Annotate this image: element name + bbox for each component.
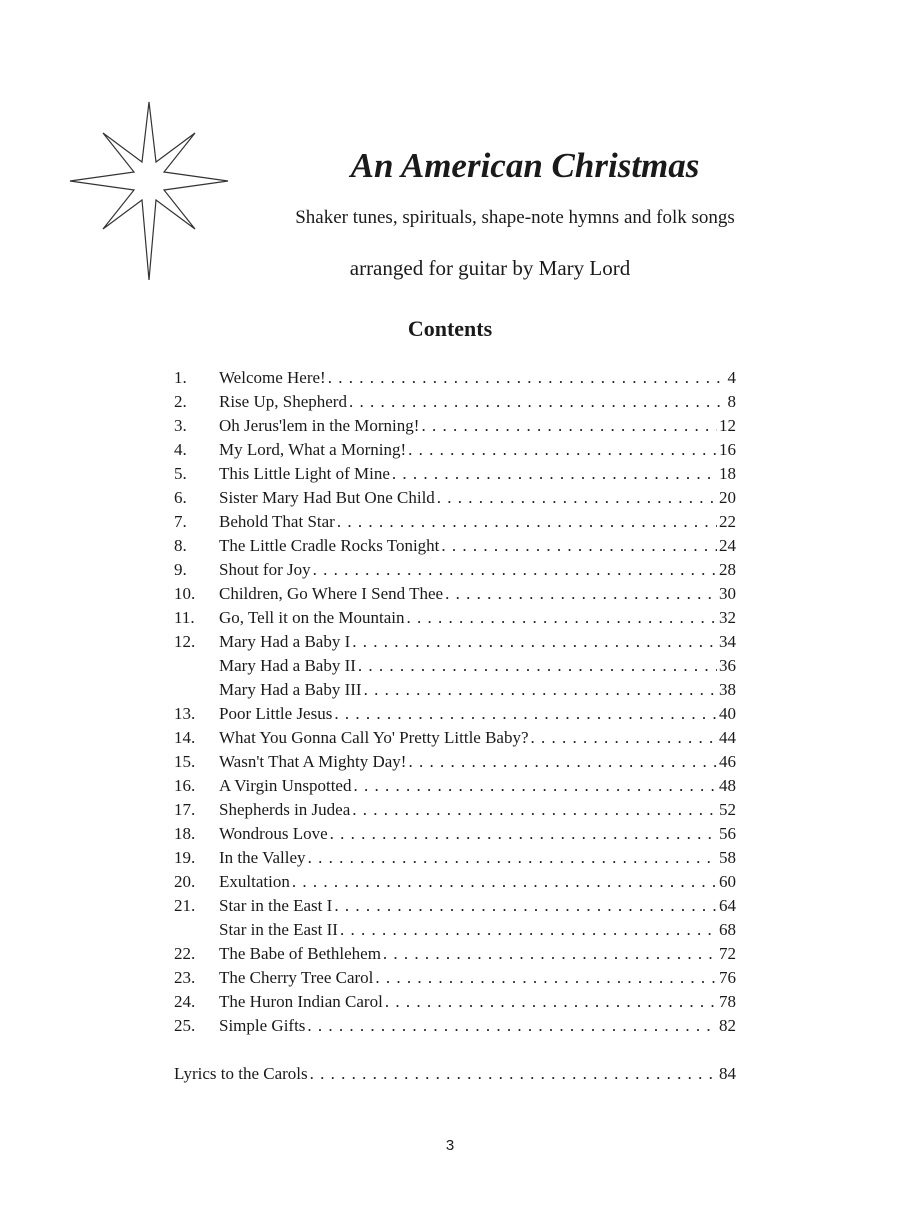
toc-entry-lyrics[interactable] — [174, 1062, 736, 1086]
toc-entry-page: 34 — [719, 632, 736, 651]
leader-dots — [310, 1062, 717, 1086]
toc-entry-number: 10. — [174, 584, 196, 603]
toc-entry-title: What You Gonna Call Yo' Pretty Little Baby? — [219, 728, 529, 747]
toc-entry-title: The Babe of Bethlehem — [219, 944, 381, 963]
toc-entry-page: 60 — [719, 872, 736, 891]
leader-dots — [406, 606, 717, 630]
leader-dots — [352, 630, 717, 654]
toc-entry-page: 20 — [719, 488, 736, 507]
toc-entry-page: 68 — [719, 920, 736, 939]
toc-entry[interactable] — [174, 798, 736, 822]
toc-entry-title: Sister Mary Had But One Child — [219, 488, 435, 507]
toc-entry[interactable] — [174, 582, 736, 606]
toc-entry-number: 15. — [174, 752, 196, 771]
toc-entry-number: 3. — [174, 416, 187, 435]
leader-dots — [353, 774, 717, 798]
toc-entry-page: 76 — [719, 968, 736, 987]
toc-entry[interactable] — [174, 630, 736, 654]
toc-entry-title: Behold That Star — [219, 512, 335, 531]
toc-entry-title: Children, Go Where I Send Thee — [219, 584, 444, 603]
leader-dots — [292, 870, 717, 894]
leader-dots — [531, 726, 717, 750]
toc-entry[interactable] — [174, 990, 736, 1014]
toc-entry-title: Poor Little Jesus — [219, 704, 333, 723]
toc-entry-title: Star in the East II — [219, 920, 338, 939]
leader-dots — [408, 750, 717, 774]
toc-entry-number: 4. — [174, 440, 187, 459]
toc-entry-page: 38 — [719, 680, 736, 699]
toc-entry-title: Go, Tell it on the Mountain — [219, 608, 405, 627]
toc-entry-title: Rise Up, Shepherd — [219, 392, 347, 411]
contents-heading: Contents — [407, 316, 493, 341]
toc-entry-number: 6. — [174, 488, 187, 507]
toc-entry-page: 22 — [719, 512, 736, 531]
toc-entry-title: Oh Jerus'lem in the Morning! — [219, 416, 420, 435]
toc-entry[interactable] — [174, 918, 736, 942]
toc-entry[interactable] — [174, 846, 736, 870]
toc-entry-number: 14. — [174, 728, 196, 747]
toc-entry-number: 2. — [174, 392, 187, 411]
leader-dots — [408, 438, 717, 462]
toc-entry[interactable] — [174, 390, 736, 414]
toc-entry-title: This Little Light of Mine — [219, 464, 390, 483]
toc-entry-number: 17. — [174, 800, 196, 819]
toc-entry[interactable] — [174, 606, 736, 630]
leader-dots — [334, 894, 717, 918]
toc-entry[interactable] — [174, 870, 736, 894]
toc-entry-page: 72 — [719, 944, 736, 963]
toc-entry-page: 36 — [719, 656, 736, 675]
toc-entry-number: 13. — [174, 704, 196, 723]
toc-entry-title: The Huron Indian Carol — [219, 992, 383, 1011]
toc-entry-title: Shepherds in Judea — [219, 800, 351, 819]
eight-point-star-icon — [68, 100, 230, 282]
toc-entry-number: 5. — [174, 464, 187, 483]
toc-entry-page: 30 — [719, 584, 736, 603]
toc-entry[interactable] — [174, 750, 736, 774]
toc-entry-title: Mary Had a Baby II — [219, 656, 356, 675]
toc-entry[interactable] — [174, 1014, 736, 1038]
toc-entry-title: Wasn't That A Mighty Day! — [219, 752, 407, 771]
toc-entry-number: 16. — [174, 776, 196, 795]
toc-entry-title: Star in the East I — [219, 896, 333, 915]
leader-dots — [307, 1014, 717, 1038]
toc-entry[interactable] — [174, 774, 736, 798]
toc-entry-title: My Lord, What a Morning! — [219, 440, 407, 459]
leader-dots — [383, 942, 717, 966]
leader-dots — [334, 702, 717, 726]
leader-dots — [421, 414, 717, 438]
toc-entry[interactable] — [174, 414, 736, 438]
toc-entry[interactable] — [174, 486, 736, 510]
toc-entry-page: 52 — [719, 800, 736, 819]
toc-entry-page: 28 — [719, 560, 736, 579]
toc-entry[interactable] — [174, 654, 736, 678]
toc-entry-page: 82 — [719, 1016, 736, 1035]
leader-dots — [437, 486, 717, 510]
toc-entry-page: 16 — [719, 440, 736, 459]
toc-entry-number: 12. — [174, 632, 196, 651]
subtitle: Shaker tunes, spirituals, shape-note hymns and folk songs — [295, 207, 735, 228]
toc-entry-title: Shout for Joy — [219, 560, 311, 579]
toc-entry-number: 7. — [174, 512, 187, 531]
toc-entry-title: Welcome Here! — [219, 368, 326, 387]
leader-dots — [441, 534, 717, 558]
toc-entry-title: Simple Gifts — [219, 1016, 306, 1035]
leader-dots — [392, 462, 717, 486]
toc-entry-page: 84 — [719, 1064, 736, 1083]
toc-entry-number: 20. — [174, 872, 196, 891]
toc-entry-title: In the Valley — [219, 848, 306, 867]
toc-entry[interactable] — [174, 534, 736, 558]
leader-dots — [330, 822, 717, 846]
toc-entry-page: 64 — [719, 896, 736, 915]
leader-dots — [375, 966, 717, 990]
toc-entry-number: 19. — [174, 848, 196, 867]
toc-entry-title: Mary Had a Baby III — [219, 680, 362, 699]
toc-entry-title: The Cherry Tree Carol — [219, 968, 374, 987]
toc-entry-page: 12 — [719, 416, 736, 435]
leader-dots — [352, 798, 717, 822]
leader-dots — [364, 678, 717, 702]
toc-entry-number: 22. — [174, 944, 196, 963]
toc-entry-number: 21. — [174, 896, 196, 915]
toc-entry-title: The Little Cradle Rocks Tonight — [219, 536, 440, 555]
arranger-credit: arranged for guitar by Mary Lord — [349, 256, 631, 280]
toc-entry[interactable] — [174, 942, 736, 966]
leader-dots — [349, 390, 726, 414]
leader-dots — [385, 990, 717, 1014]
toc-entry-number: 18. — [174, 824, 196, 843]
toc-entry[interactable] — [174, 822, 736, 846]
leader-dots — [328, 366, 726, 390]
toc-entry-number: 8. — [174, 536, 187, 555]
toc-entry-page: 4 — [727, 368, 736, 387]
toc-entry-page: 18 — [719, 464, 736, 483]
toc-entry[interactable] — [174, 966, 736, 990]
toc-entry[interactable] — [174, 510, 736, 534]
toc-entry-title: Lyrics to the Carols — [174, 1064, 308, 1083]
toc-entry-page: 48 — [719, 776, 736, 795]
leader-dots — [358, 654, 717, 678]
page-number: 3 — [445, 1137, 455, 1154]
leader-dots — [313, 558, 717, 582]
toc-entry-title: A Virgin Unspotted — [219, 776, 352, 795]
toc-entry-page: 58 — [719, 848, 736, 867]
toc-entry-number: 25. — [174, 1016, 196, 1035]
toc-entry-page: 78 — [719, 992, 736, 1011]
toc-entry-number: 24. — [174, 992, 196, 1011]
toc-entry-number: 11. — [174, 608, 195, 627]
toc-entry[interactable] — [174, 366, 736, 390]
toc-entry-title: Mary Had a Baby I — [219, 632, 351, 651]
toc-entry-page: 40 — [719, 704, 736, 723]
leader-dots — [337, 510, 717, 534]
toc-entry[interactable] — [174, 462, 736, 486]
toc-entry[interactable] — [174, 702, 736, 726]
toc-entry-title: Wondrous Love — [219, 824, 328, 843]
toc-entry[interactable] — [174, 894, 736, 918]
table-of-contents — [174, 366, 736, 1038]
toc-entry[interactable] — [174, 678, 736, 702]
toc-entry-number: 9. — [174, 560, 187, 579]
toc-entry[interactable] — [174, 438, 736, 462]
toc-entry-number: 1. — [174, 368, 187, 387]
toc-entry-page: 46 — [719, 752, 736, 771]
toc-entry-page: 24 — [719, 536, 736, 555]
leader-dots — [445, 582, 717, 606]
toc-entry-page: 32 — [719, 608, 736, 627]
toc-entry[interactable] — [174, 558, 736, 582]
toc-entry-page: 8 — [727, 392, 736, 411]
toc-entry-page: 56 — [719, 824, 736, 843]
leader-dots — [308, 846, 717, 870]
leader-dots — [340, 918, 717, 942]
toc-entry[interactable] — [174, 726, 736, 750]
toc-entry-page: 44 — [719, 728, 736, 747]
toc-entry-title: Exultation — [219, 872, 290, 891]
toc-entry-number: 23. — [174, 968, 196, 987]
page-title: An American Christmas — [350, 146, 700, 185]
